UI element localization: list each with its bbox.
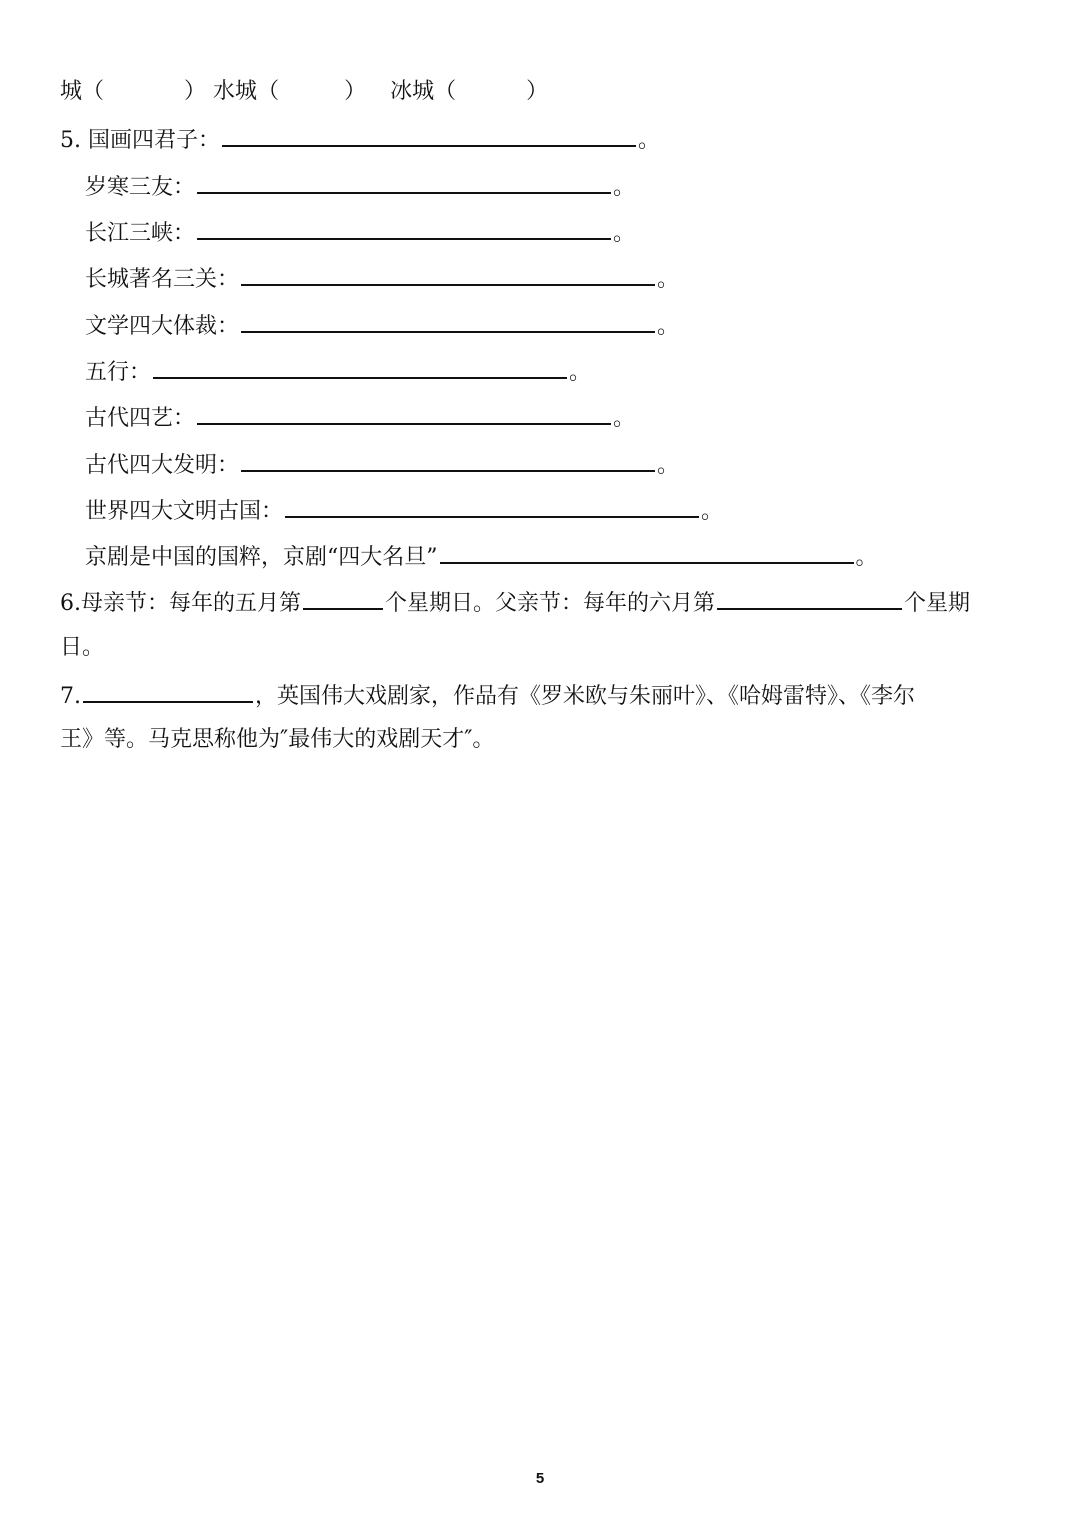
- q6-part1: 6.母亲节：每年的五月第: [60, 591, 301, 616]
- q5-label: 长江三峡：: [85, 221, 196, 246]
- q5-label: 古代四艺：: [85, 406, 196, 431]
- paren-open-3: （: [434, 79, 457, 104]
- cities-row: [60, 77, 548, 107]
- q5-item-8: [85, 494, 723, 524]
- answer-blank[interactable]: [303, 586, 383, 610]
- city-item-1: 城: [60, 79, 83, 104]
- answer-blank[interactable]: [440, 540, 854, 564]
- q7-part1: ，英国伟大戏剧家，作品有《罗米欧与朱丽叶》、《哈姆雷特》、《李尔: [255, 684, 916, 709]
- answer-blank[interactable]: [717, 586, 902, 610]
- answer-blank[interactable]: [241, 262, 655, 286]
- q5-item-4: [85, 309, 679, 339]
- paren-close-1: ）: [184, 79, 207, 104]
- q5-label: 京剧是中国的国粹，京剧“四大名旦”: [85, 545, 438, 570]
- q5-item-7: [85, 448, 679, 478]
- q6-part3: 个星期: [904, 591, 971, 616]
- period: 。: [657, 314, 680, 339]
- paren-close-3: ）: [526, 79, 549, 104]
- period: 。: [855, 545, 878, 570]
- q6-part4: 日。: [60, 635, 105, 660]
- answer-blank[interactable]: [83, 679, 253, 703]
- q7-line-2: [60, 725, 494, 755]
- answer-blank[interactable]: [153, 355, 567, 379]
- q6-part2: 个星期日。父亲节：每年的六月第: [385, 591, 716, 616]
- answer-blank[interactable]: [197, 216, 611, 240]
- q7-part2: 王》等。马克思称他为″最伟大的戏剧天才″。: [60, 727, 495, 752]
- answer-blank[interactable]: [241, 309, 655, 333]
- q5-label: 长城著名三关：: [85, 267, 240, 292]
- answer-blank[interactable]: [241, 448, 655, 472]
- page-number: 5: [535, 1470, 545, 1487]
- answer-blank[interactable]: [285, 494, 699, 518]
- paren-open-1: （: [82, 79, 105, 104]
- q5-item-0: [60, 123, 660, 153]
- answer-blank[interactable]: [197, 401, 611, 425]
- paren-close-2: ）: [344, 79, 367, 104]
- answer-blank[interactable]: [197, 170, 611, 194]
- period: 。: [657, 453, 680, 478]
- period: 。: [701, 499, 724, 524]
- q5-item-9: [85, 540, 878, 570]
- period: 。: [569, 360, 592, 385]
- period: 。: [613, 221, 636, 246]
- city-item-2: 水城: [213, 79, 258, 104]
- q7-number: 7.: [60, 684, 81, 709]
- answer-blank[interactable]: [222, 123, 636, 147]
- paren-open-2: （: [257, 79, 280, 104]
- period: 。: [638, 128, 661, 153]
- q7-line-1: [60, 679, 915, 709]
- q5-item-6: [85, 401, 635, 431]
- q5-label: 世界四大文明古国：: [85, 499, 284, 524]
- period: 。: [613, 406, 636, 431]
- period: 。: [657, 267, 680, 292]
- q5-label: 文学四大体裁：: [85, 314, 240, 339]
- q5-number: 5.: [60, 128, 81, 153]
- q5-item-3: [85, 262, 679, 292]
- period: 。: [613, 175, 636, 200]
- q5-item-1: [85, 170, 635, 200]
- q6-line-2: [60, 633, 104, 663]
- q5-label: 古代四大发明：: [85, 453, 240, 478]
- q5-item-2: [85, 216, 635, 246]
- q5-label: 岁寒三友：: [85, 175, 196, 200]
- city-item-3: 冰城: [390, 79, 435, 104]
- q5-item-5: [85, 355, 591, 385]
- q5-label: 国画四君子：: [88, 128, 221, 153]
- q5-label: 五行：: [85, 360, 152, 385]
- q6-line-1: [60, 586, 970, 616]
